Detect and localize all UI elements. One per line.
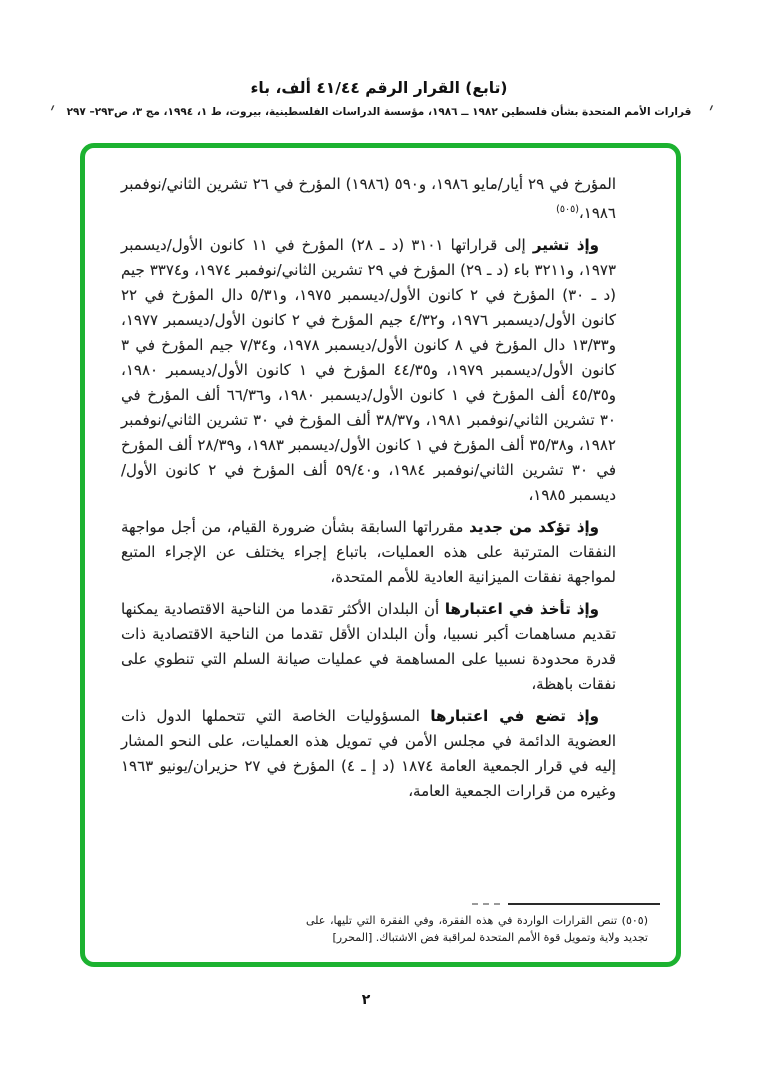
paragraph-text: أن البلدان الأكثر تقدما من الناحية الاقتصادية يمكنها تقديم مساهمات أكبر نسبيا، وأن البلدان الأقل تقدما من الناحية الاقتصادية ذات قدرة محدودة نسبيا على المساهمة في عمليات صيانة السلم التي تنطوي على نفقات باهظة، bbox=[121, 600, 616, 693]
paragraph-text: المسؤوليات الخاصة التي تتحملها الدول ذات العضوية الدائمة في مجلس الأمن في تمويل هذه العمليات، على النحو المشار إليه في قرار الجمعية العامة ١٨٧٤ (د إ ـ ٤) المؤرخ في ٢٧ حزيران/يونيو ١٩٦٣ وغيره من قرارات الجمعية العامة، bbox=[121, 707, 616, 800]
paragraph-text: المؤرخ في ٢٩ أيار/مايو ١٩٨٦، و٥٩٠ (١٩٨٦) المؤرخ في ٢٦ تشرين الثاني/نوفمبر ١٩٨٦، bbox=[121, 175, 617, 222]
citation-edge-mark-right: ؍ bbox=[708, 103, 714, 113]
paragraph bbox=[121, 597, 616, 697]
page-number: ٢ bbox=[361, 992, 371, 1008]
paragraph bbox=[121, 704, 616, 804]
paragraph-lead: وإذ تشير bbox=[532, 236, 599, 254]
paragraph-lead: وإذ تؤكد من جديد bbox=[469, 518, 600, 536]
paragraph-lead: وإذ تأخذ في اعتبارها bbox=[444, 600, 599, 618]
paragraph-lead: وإذ تضع في اعتبارها bbox=[430, 707, 600, 725]
document-title: (تابع) القرار الرقم ٤١/٤٤ ألف، باء bbox=[250, 79, 508, 97]
footnote-separator bbox=[508, 903, 660, 905]
paragraph-text: إلى قراراتها ٣١٠١ (د ـ ٢٨) المؤرخ في ١١ كانون الأول/ديسمبر ١٩٧٣، و٣٢١١ باء (د ـ ٢٩) المؤرخ في ٢٩ تشرين الثاني/نوفمبر ١٩٧٤، و٣٣٧٤ جيم (د ـ ٣٠) المؤرخ في ٢ كانون الأول/ديسمبر ١٩٧٥، و٥/٣١ دال المؤرخ في ٢٢ كانون الأول/ديسمبر ١٩٧٦، و٤/٣٢ جيم المؤرخ في ٢ كانون الأول/ديسمبر ١٩٧٧، و١٣/٣٣ دال المؤرخ في ٨ كانون الأول/ديسمبر ١٩٧٨، و٧/٣٤ جيم المؤرخ في ٣ كانون الأول/ديسمبر ١٩٧٩، و٤٤/٣٥ المؤرخ في ١ كانون الأول/ديسمبر ١٩٨٠، و٤٥/٣٥ ألف المؤرخ في ١ كانون الأول/ديسمبر ١٩٨٠، و٦٦/٣٦ ألف المؤرخ في ٣٠ تشرين الثاني/نوفمبر ١٩٨١، و٣٨/٣٧ ألف المؤرخ في ٣٠ تشرين الثاني/نوفمبر ١٩٨٢، و٣٥/٣٨ ألف المؤرخ في ١ كانون الأول/ديسمبر ١٩٨٣، و٢٨/٣٩ ألف المؤرخ في ٣٠ تشرين الثاني/نوفمبر ١٩٨٤، و٥٩/٤٠ ألف المؤرخ في ٢ كانون الأول/ديسمبر ١٩٨٥، bbox=[121, 236, 617, 504]
footnote-text: (٥٠٥) تنص القرارات الواردة في هذه الفقرة، وفي الفقرة التي تليها، على تجديد ولاية وتمويل قوة الأمم المتحدة لمراقبة فض الاشتباك. [المحرر] bbox=[306, 914, 648, 944]
paragraph bbox=[121, 233, 616, 508]
paragraph bbox=[121, 515, 616, 590]
green-frame bbox=[80, 143, 681, 967]
paragraph-text: مقرراتها السابقة بشأن ضرورة القيام، من أجل مواجهة النفقات المترتبة على هذه العمليات، باتباع إجراء يختلف عن الإجراء المتبع لمواجهة نفقات الميزانية العادية للأمم المتحدة، bbox=[121, 518, 616, 586]
paragraph bbox=[121, 172, 616, 226]
source-citation: قرارات الأمم المتحدة بشأن فلسطين ١٩٨٢ ــ ١٩٨٦، مؤسسة الدراسات الفلسطينية، بيروت، ط ١، ١٩٩٤، مج ٣، ص٢٩٣– ٢٩٧ bbox=[66, 106, 692, 118]
citation-edge-mark-left: ؍ bbox=[50, 103, 56, 113]
document-body bbox=[121, 172, 616, 811]
footnote-block bbox=[306, 903, 648, 946]
footnote-ref-superscript: (٥٠٥) bbox=[556, 204, 579, 215]
